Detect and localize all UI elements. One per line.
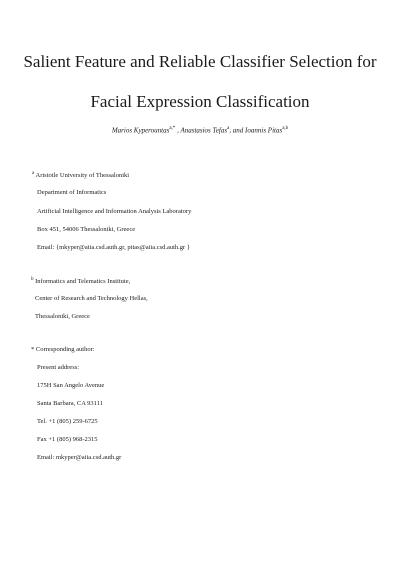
author-1-name: Marios Kyperountas <box>111 126 170 135</box>
author-list <box>0 126 400 134</box>
affiliation-a-email: Email: {mkyper@aiia.csd.auth.gr, pitas@aiia.csd.auth.gr } <box>37 244 190 251</box>
affiliation-a-line: $^a$ Aristotle University of Thessaloniki <box>32 171 130 180</box>
affiliation-b-marker: b <box>31 277 34 282</box>
author-separator: , <box>175 126 181 135</box>
corresponding-marker: * <box>31 346 35 353</box>
author-2-affiliation: a <box>227 126 230 131</box>
author-separator: , and <box>229 126 246 135</box>
affiliation-a-line: Artificial Intelligence and Information Analysis Laboratory <box>37 208 192 215</box>
corresponding-line: Present address: <box>37 364 80 371</box>
author-3-affiliation: a,b <box>282 126 289 131</box>
author-2-name: Anastasios Tefas <box>180 126 228 135</box>
affiliation-b-line: Thessaloniki, Greece <box>35 313 90 320</box>
corresponding-phone: Tel. +1 (805) 259-6725 <box>37 418 98 425</box>
author-3-name: Ioannis Pitas <box>245 126 283 135</box>
corresponding-author-heading: * Corresponding author: <box>31 346 95 353</box>
affiliation-a-line: Box 451, 54006 Thessaloniki, Greece <box>37 226 136 233</box>
affiliation-b-line: Center of Research and Technology Hellas, <box>35 295 148 302</box>
corresponding-line: 175H San Angelo Avenue <box>37 382 105 389</box>
corresponding-email: Email: mkyper@aiia.csd.auth.gr <box>37 454 122 461</box>
affiliation-b-line: $^b$ Informatics and Telematics Institute, <box>31 277 131 286</box>
corresponding-fax: Fax +1 (805) 968-2315 <box>37 436 98 443</box>
author-1-affiliation: a,* <box>169 126 176 131</box>
title-line-2: Facial Expression Classification <box>90 92 310 111</box>
affiliation-a-line: Department of Informatics <box>37 189 107 196</box>
affiliation-a-marker: a <box>32 171 35 176</box>
title-line-1: Salient Feature and Reliable Classifier Selection for <box>23 52 377 71</box>
corresponding-line: Santa Barbara, CA 93111 <box>37 400 103 407</box>
